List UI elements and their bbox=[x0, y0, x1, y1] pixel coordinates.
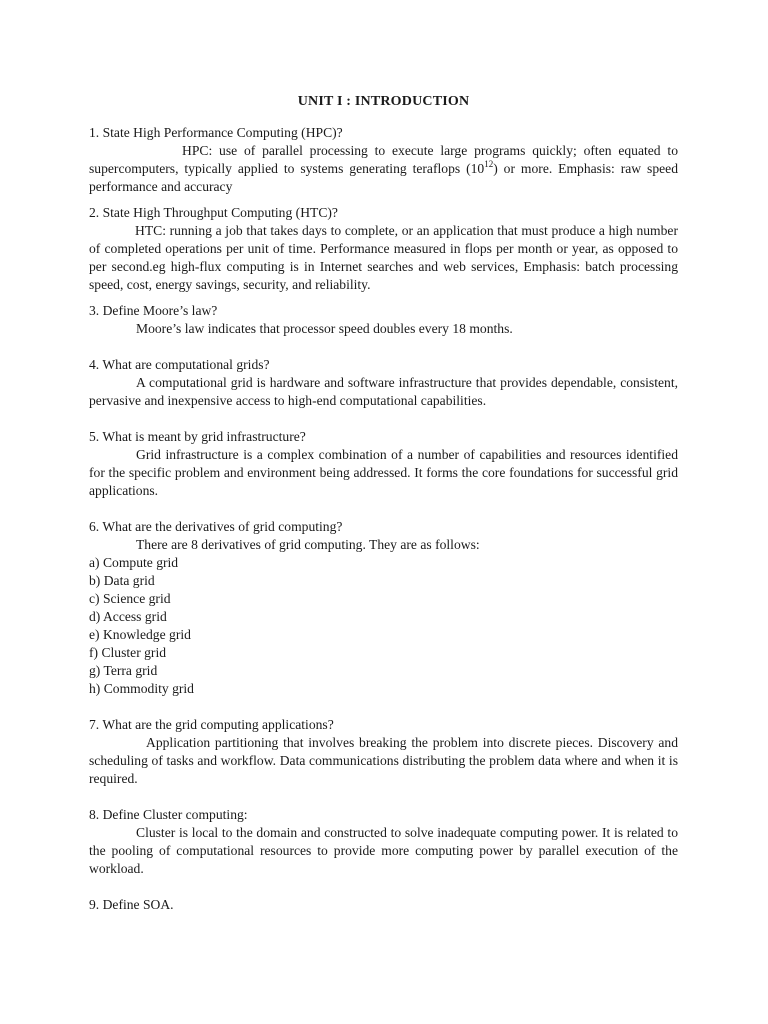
answer-7: Application partitioning that involves breaking the problem into discrete pieces. Discovery and scheduling of tasks and workflow. Data communications distributing the problem data where and when it is required. bbox=[89, 735, 678, 786]
answer-1-text-a: HPC: use of parallel processing to execute large programs quickly; often equated to supercomputers, typically applied to systems generating teraflops (10 bbox=[89, 143, 678, 176]
answer-3: Moore’s law indicates that processor speed doubles every 18 months. bbox=[136, 321, 513, 336]
question-block-8 bbox=[89, 806, 678, 878]
list-item: a) Compute grid bbox=[89, 555, 179, 570]
question-block-3 bbox=[89, 302, 678, 338]
question-7: 7. What are the grid computing applications? bbox=[89, 717, 334, 732]
question-3: 3. Define Moore’s law? bbox=[89, 303, 218, 318]
question-block-4 bbox=[89, 356, 678, 410]
question-1: 1. State High Performance Computing (HPC)? bbox=[89, 125, 343, 140]
answer-2: HTC: running a job that takes days to complete, or an application that must produce a high number of completed operations per unit of time. Performance measured in flops per month or year, as opposed to per second.eg high-flux computing is in Internet searches and web services, Emphasis: batch processing speed, cost, energy savings, security, and reliability. bbox=[89, 223, 678, 292]
list-item: h) Commodity grid bbox=[89, 681, 194, 696]
answer-1-text-b: ) or more. Emphasis: raw speed performance and accuracy bbox=[89, 161, 679, 194]
question-block-9 bbox=[89, 896, 678, 914]
question-block-5 bbox=[89, 428, 678, 500]
question-block-2 bbox=[89, 204, 678, 294]
answer-1-exponent: 12 bbox=[484, 159, 494, 169]
question-block-1 bbox=[89, 124, 678, 196]
answer-8: Cluster is local to the domain and constructed to solve inadequate computing power. It is related to the pooling of computational resources to provide more computing power by parallel execution of the workload. bbox=[89, 825, 678, 876]
answer-6: There are 8 derivatives of grid computing. They are as follows: bbox=[136, 537, 480, 552]
question-5: 5. What is meant by grid infrastructure? bbox=[89, 429, 306, 444]
answer-4: A computational grid is hardware and software infrastructure that provides dependable, consistent, pervasive and inexpensive access to high-end computational capabilities. bbox=[89, 375, 678, 408]
list-item: g) Terra grid bbox=[89, 663, 158, 678]
question-block-7 bbox=[89, 716, 678, 788]
list-item: b) Data grid bbox=[89, 573, 155, 588]
question-6: 6. What are the derivatives of grid computing? bbox=[89, 519, 343, 534]
question-4: 4. What are computational grids? bbox=[89, 357, 270, 372]
list-item: e) Knowledge grid bbox=[89, 627, 191, 642]
list-item: c) Science grid bbox=[89, 591, 171, 606]
list-item: d) Access grid bbox=[89, 609, 167, 624]
page-title: UNIT I : INTRODUCTION bbox=[297, 94, 470, 109]
document-body bbox=[89, 93, 678, 922]
answer-1 bbox=[89, 142, 678, 196]
question-block-6 bbox=[89, 518, 678, 698]
list-item: f) Cluster grid bbox=[89, 645, 167, 660]
question-9: 9. Define SOA. bbox=[89, 897, 174, 912]
question-2: 2. State High Throughput Computing (HTC)? bbox=[89, 205, 338, 220]
answer-5: Grid infrastructure is a complex combination of a number of capabilities and resources identified for the specific problem and environment being addressed. It forms the core foundations for successful grid applications. bbox=[89, 447, 678, 498]
question-8: 8. Define Cluster computing: bbox=[89, 807, 248, 822]
